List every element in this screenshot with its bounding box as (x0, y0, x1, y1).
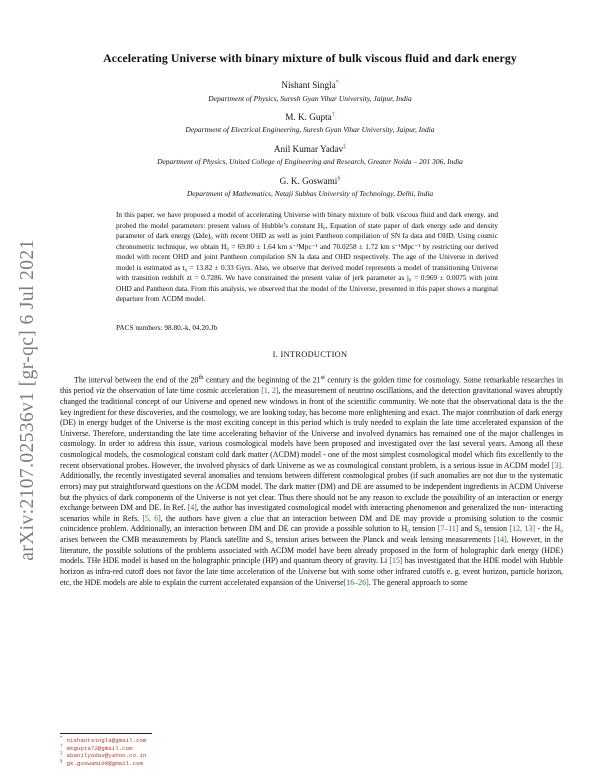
introduction-body (60, 373, 563, 588)
author-affiliation: Department of Physics, Suresh Gyan Vihar University, Jaipur, India (208, 94, 412, 103)
paragraph: The interval between the end of the 20th century and the beginning of the 21st century is the golden time for cosmology. Some remarkable researches in this period viz the observation of late time cosmic acceleration [1, 2], the measurement of neutrino oscillations, and the detection gravitational waves abruptly changed the traditional concept of our Universe and opened new windows in front of the scientific community. We note that the observational data is the the key ingredient for these discoveries, and the cosmology, we are looking today, has become more enlightening and exact. The major contribution of dark energy (DE) in energy budget of the Universe is the most exciting concept in this period which is truly needed to explain the late time accelerated expansion of the Universe. Therefore, understanding the late time accelerating behavior of the Universe and involved dynamics has remained one of the major challenges in cosmology. In order to address this issue, various cosmological models have been proposed and investigated over the last several years. Among all these cosmological models, the cosmological constant cold dark matter (ΛCDM) model - one of the most simplest cosmological model which fits excellently to the recent observational probes. However, the involved physics of dark Universe as we as cosmological constant problem, is a serious issue in ACDM model [3]. Additionally, the recently investigated several anomalies and tensions between different cosmological probes (if such anomalies are not due to the systematic errors) may put straightforward questions on the ACDM model. The dark matter (DM) and DE are assumed to be independent ingredients in ACDM Universe but the physics of dark components of the Universe is not yet clear. Thus there should not be any reason to exclude the possibility of an interaction or energy exchange between DM and DE. In Ref. [4], the author has investigated cosmological model with interacting phenomenon and generalized the non- interacting scenarios while in Refs. [5, 6], the authors have given a clue that an interaction between DM and DE may provide a promising solution to the cosmic coincidence problem. Additionally, an interaction between DM and DE can provide a possible solution to H₀ tension [7–11] and S₈ tension [12, 13] - the H₀ arises between the CMB measurements by Planck satellite and S₈ tension arises between the Planck and weak lensing measurements [14]. However, in the literature, the possible solutions of the problems associated with ACDM model have been already proposed in the form of holographic dark energy (HDE) models. THe HDE model is based on the holographic principle (HP) and quantum theory of gravity. Li [15] has investigated that the HDE model with Hubble horizon as infra-red cutoff does not favor the late time acceleration of the Universe but with some other infrared cutoffs e. g. event horizon, particle horizon, etc, the HDE models are able to explain the current accelerated expansion of the Universe[16–26]. The general approach to some (60, 374, 564, 587)
author-affiliation: Department of Mathematics, Netaji Subhas University of Technology, Delhi, India (186, 189, 434, 198)
citation-link[interactable]: [4] (187, 503, 197, 513)
footnote: § gk.goswami09@gmail.com (60, 758, 144, 767)
citation-link[interactable]: [14] (493, 535, 507, 544)
footnotes (60, 737, 360, 767)
footnote-mark[interactable]: * (335, 79, 339, 86)
email-link[interactable]: gk.goswami09@gmail.com (66, 759, 144, 767)
citation-link[interactable]: [16–26] (343, 577, 369, 587)
footnote: ‡ abanilyadav@yahoo.co.in (60, 751, 147, 760)
author-name: G. K. Goswami§ (279, 175, 341, 186)
citation-link[interactable]: [3] (551, 460, 562, 470)
paper-title: Accelerating Universe with binary mixture of bulk viscous fluid and dark energy (103, 51, 517, 65)
footnote-mark[interactable]: § (337, 175, 341, 182)
citation-link[interactable]: [5, 6] (142, 513, 161, 523)
arxiv-stamp (10, 220, 46, 580)
citation-link[interactable]: [7–11] (437, 524, 459, 534)
email-link[interactable]: mkgupta72@gmail.com (66, 744, 133, 752)
footnote: † mkgupta72@gmail.com (60, 743, 133, 752)
citation-link[interactable]: [12, 13] (509, 524, 535, 534)
author-affiliation: Department of Electrical Engineering, Suresh Gyan Vihar University, Jaipur, India (185, 125, 435, 134)
footnote-rule (60, 733, 152, 734)
author-affiliation: Department of Physics, United College of Engineering and Research, Greater Noida – 201 306, India (157, 157, 463, 166)
arxiv-identifier[interactable]: arXiv:2107.02536v1 [gr-qc] 6 Jul 2021 (17, 239, 38, 561)
footnote-mark[interactable]: ‡ (343, 143, 347, 150)
author-name: M. K. Gupta† (285, 111, 335, 122)
abstract-text: In this paper, we have proposed a model of accelerating Universe with binary mixture of bulk viscous fluid and dark energy. and probed the model parameters: present values of Hubble’s constant H₀, Equation of state paper of dark energy ωde and density parameter of dark energy (Ωde)₀ with recent OHD as well as joint Pantheon compilation of SN Ia data and OHD. Using cosmic chronometric technique, we obtain H₀ = 69.80 ± 1.64 km s⁻¹Mpc⁻¹ and 70.0258 ± 1.72 km s⁻¹Mpc⁻¹ by restricting our derived model with recent OHD and joint Pantheon compilation SN Ia data and OHD respectively. The age of the Universe in derived model is estimated as t₀ = 13.82 ± 0.33 Gyrs. Also, we observe that derived model represents a model of transitioning Universe with transition redshift zt = 0.7286. We have constrained the present value of jerk parameter as j₀ = 0.969 ± 0.0075 with joint OHD and Pantheon data. From this analysis, we observed that the model of the Universe, presented in this paper shows a marginal departure from ΛCDM model. (116, 210, 498, 304)
footnote-mark[interactable]: † (331, 111, 335, 118)
email-link[interactable]: nishantsingla@gmail.com (66, 737, 147, 744)
citation-link[interactable]: [15] (389, 556, 403, 566)
citation-link[interactable]: [1, 2] (261, 386, 279, 396)
email-link[interactable]: abanilyadav@yahoo.co.in (66, 752, 147, 760)
author-name: Anil Kumar Yadav‡ (273, 143, 347, 154)
abstract (116, 210, 498, 305)
section-heading: I. INTRODUCTION (272, 350, 348, 359)
footnote: * nishantsingla@gmail.com (60, 735, 147, 744)
author-name: Nishant Singla* (281, 79, 339, 90)
pacs-numbers: PACS numbers: 98.80.-k, 04.20.Jb (116, 323, 218, 332)
